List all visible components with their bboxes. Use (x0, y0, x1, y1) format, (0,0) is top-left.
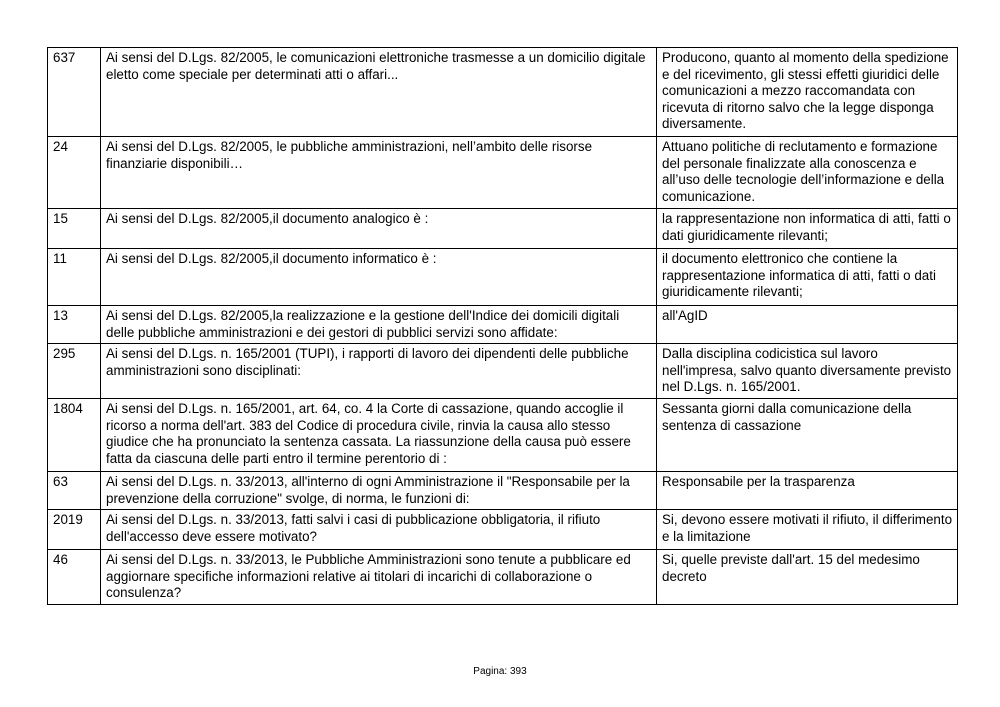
qa-table-body (48, 48, 958, 605)
question-id: 11 (48, 249, 101, 306)
table-row (48, 306, 958, 344)
question-id: 46 (48, 550, 101, 605)
table-row (48, 344, 958, 399)
answer-text: Attuano politiche di reclutamento e formazione del personale finalizzate alla conoscenza e all’uso delle tecnologie dell’informazione e della comunicazione. (657, 137, 958, 209)
qa-table (47, 47, 958, 605)
question-text: Ai sensi del D.Lgs. 82/2005,la realizzazione e la gestione dell'Indice dei domicili digitali delle pubbliche amministrazioni e dei gestori di pubblici servizi sono affidate: (101, 306, 657, 344)
answer-text: il documento elettronico che contiene la rappresentazione informatica di atti, fatti o dati giuridicamente rilevanti; (657, 249, 958, 306)
table-row (48, 399, 958, 472)
question-id: 24 (48, 137, 101, 209)
answer-text: Dalla disciplina codicistica sul lavoro nell'impresa, salvo quanto diversamente previsto nel D.Lgs. n. 165/2001. (657, 344, 958, 399)
answer-text: Si, devono essere motivati il rifiuto, il differimento e la limitazione (657, 510, 958, 550)
question-id: 637 (48, 48, 101, 137)
question-text: Ai sensi del D.Lgs. 82/2005,il documento analogico è : (101, 209, 657, 249)
page-number: Pagina: 393 (473, 666, 527, 677)
question-id: 295 (48, 344, 101, 399)
table-row (48, 137, 958, 209)
question-text: Ai sensi del D.Lgs. 82/2005,il documento informatico è : (101, 249, 657, 306)
question-id: 1804 (48, 399, 101, 472)
question-id: 63 (48, 472, 101, 510)
answer-text: Sessanta giorni dalla comunicazione della sentenza di cassazione (657, 399, 958, 472)
table-row (48, 550, 958, 605)
table-row (48, 472, 958, 510)
question-id: 13 (48, 306, 101, 344)
table-row (48, 209, 958, 249)
question-id: 15 (48, 209, 101, 249)
table-row (48, 48, 958, 137)
question-text: Ai sensi del D.Lgs. 82/2005, le pubbliche amministrazioni, nell’ambito delle risorse finanziarie disponibili… (101, 137, 657, 209)
answer-text: all'AgID (657, 306, 958, 344)
question-text: Ai sensi del D.Lgs. n. 33/2013, le Pubbliche Amministrazioni sono tenute a pubblicare ed aggiornare specifiche informazioni relative ai titolari di incarichi di collaborazione o consulenza? (101, 550, 657, 605)
answer-text: la rappresentazione non informatica di atti, fatti o dati giuridicamente rilevanti; (657, 209, 958, 249)
question-text: Ai sensi del D.Lgs. n. 33/2013, fatti salvi i casi di pubblicazione obbligatoria, il rifiuto dell'accesso deve essere motivato? (101, 510, 657, 550)
question-text: Ai sensi del D.Lgs. n. 33/2013, all'interno di ogni Amministrazione il "Responsabile per la prevenzione della corruzione" svolge, di norma, le funzioni di: (101, 472, 657, 510)
question-id: 2019 (48, 510, 101, 550)
question-text: Ai sensi del D.Lgs. n. 165/2001, art. 64, co. 4 la Corte di cassazione, quando accoglie il ricorso a norma dell'art. 383 del Codice di procedura civile, rinvia la causa allo stesso giudice che ha pronunciato la sentenza cassata. La riassunzione della causa può essere fatta da ciascuna delle parti entro il termine perentorio di : (101, 399, 657, 472)
answer-text: Producono, quanto al momento della spedizione e del ricevimento, gli stessi effetti giuridici delle comunicazioni a mezzo raccomandata con ricevuta di ritorno salvo che la legge disponga diversamente. (657, 48, 958, 137)
question-text: Ai sensi del D.Lgs. n. 165/2001 (TUPI), i rapporti di lavoro dei dipendenti delle pubbliche amministrazioni sono disciplinati: (101, 344, 657, 399)
table-row (48, 510, 958, 550)
question-text: Ai sensi del D.Lgs. 82/2005, le comunicazioni elettroniche trasmesse a un domicilio digitale eletto come speciale per determinati atti o affari... (101, 48, 657, 137)
answer-text: Responsabile per la trasparenza (657, 472, 958, 510)
table-row (48, 249, 958, 306)
answer-text: Si, quelle previste dall'art. 15 del medesimo decreto (657, 550, 958, 605)
